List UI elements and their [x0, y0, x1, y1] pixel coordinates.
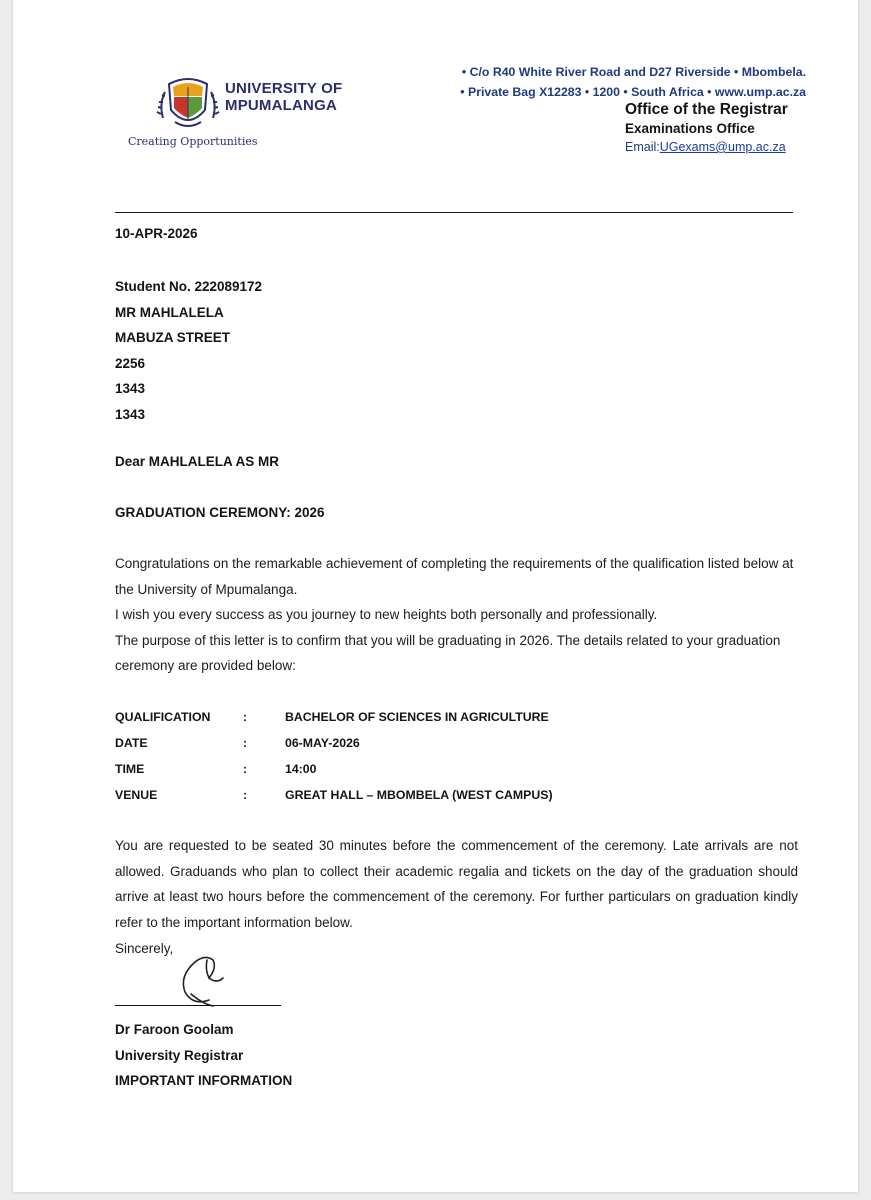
- signature-icon: [151, 948, 261, 1018]
- recipient-street: MABUZA STREET: [115, 330, 230, 346]
- detail-separator: :: [243, 788, 248, 802]
- signatory-name: Dr Faroon Goolam: [115, 1022, 234, 1037]
- detail-value: 06-MAY-2026: [285, 736, 360, 750]
- paragraph-wishes: I wish you every success as you journey to new heights both personally and professionally.: [115, 607, 658, 622]
- paragraph-purpose: The purpose of this letter is to confirm that you will be graduating in 2026. The details related to your graduation ceremony are provided below:: [115, 632, 781, 673]
- detail-label: DATE: [115, 736, 148, 750]
- detail-value: 14:00: [285, 762, 317, 776]
- logo-tagline: Creating Opportunities: [128, 135, 258, 148]
- detail-separator: :: [243, 762, 248, 776]
- subject-line: GRADUATION CEREMONY: 2026: [115, 505, 325, 520]
- office-title: Office of the Registrar: [625, 101, 788, 118]
- logo-name-line2: MPUMALANGA: [225, 97, 337, 114]
- header-divider: [115, 212, 793, 213]
- crest-icon: [155, 74, 221, 136]
- logo-wordmark: [225, 80, 342, 114]
- detail-label: TIME: [115, 762, 145, 776]
- signatory-title: University Registrar: [115, 1047, 244, 1063]
- email-link[interactable]: UGexams@ump.ac.za: [659, 140, 786, 154]
- signature-line: [115, 1005, 281, 1006]
- address-line2: • Private Bag X12283 • 1200 • South Africa • www.ump.ac.za: [460, 85, 806, 99]
- paragraph-congratulations: Congratulations on the remarkable achievement of completing the requirements of the qualification listed below at the University of Mpumalanga.: [115, 556, 794, 597]
- recipient-line4: 2256: [115, 355, 146, 371]
- detail-separator: :: [243, 710, 248, 724]
- recipient-name: MR MAHLALELA: [115, 304, 224, 320]
- closing: Sincerely,: [115, 941, 174, 956]
- recipient-line5: 1343: [115, 381, 146, 397]
- body-paragraphs: [115, 551, 805, 679]
- letter-date: 10-APR-2026: [115, 226, 198, 241]
- paragraph-seating: You are requested to be seated 30 minutes before the commencement of the ceremony. Late arrivals are not allowed. Graduands who plan to collect their academic regalia and tickets on the day of the graduation should arrive at least two hours before the commencement of the ceremony. For further particulars on graduation kindly refer to the important information below.: [115, 838, 798, 930]
- recipient-block: [115, 274, 262, 428]
- address-block: [460, 62, 806, 102]
- university-logo: [128, 74, 375, 154]
- office-email-line: [625, 138, 788, 157]
- email-label: Email:: [625, 140, 660, 154]
- recipient-line6: 1343: [115, 406, 146, 422]
- detail-value: BACHELOR OF SCIENCES IN AGRICULTURE: [285, 710, 549, 724]
- salutation: Dear MAHLALELA AS MR: [115, 454, 280, 469]
- detail-separator: :: [243, 736, 248, 750]
- logo-name-line1: UNIVERSITY OF: [225, 80, 343, 97]
- office-block: [625, 101, 788, 157]
- signatory-block: [115, 1017, 292, 1094]
- letter-page: [13, 0, 858, 1192]
- detail-label: QUALIFICATION: [115, 710, 211, 724]
- address-line1: • C/o R40 White River Road and D27 Riverside • Mbombela.: [461, 65, 806, 79]
- important-heading: IMPORTANT INFORMATION: [115, 1073, 293, 1089]
- detail-value: GREAT HALL – MBOMBELA (WEST CAMPUS): [285, 788, 553, 802]
- detail-label: VENUE: [115, 788, 158, 802]
- office-subtitle: Examinations Office: [625, 121, 755, 136]
- recipient-student-no: Student No. 222089172: [115, 279, 263, 294]
